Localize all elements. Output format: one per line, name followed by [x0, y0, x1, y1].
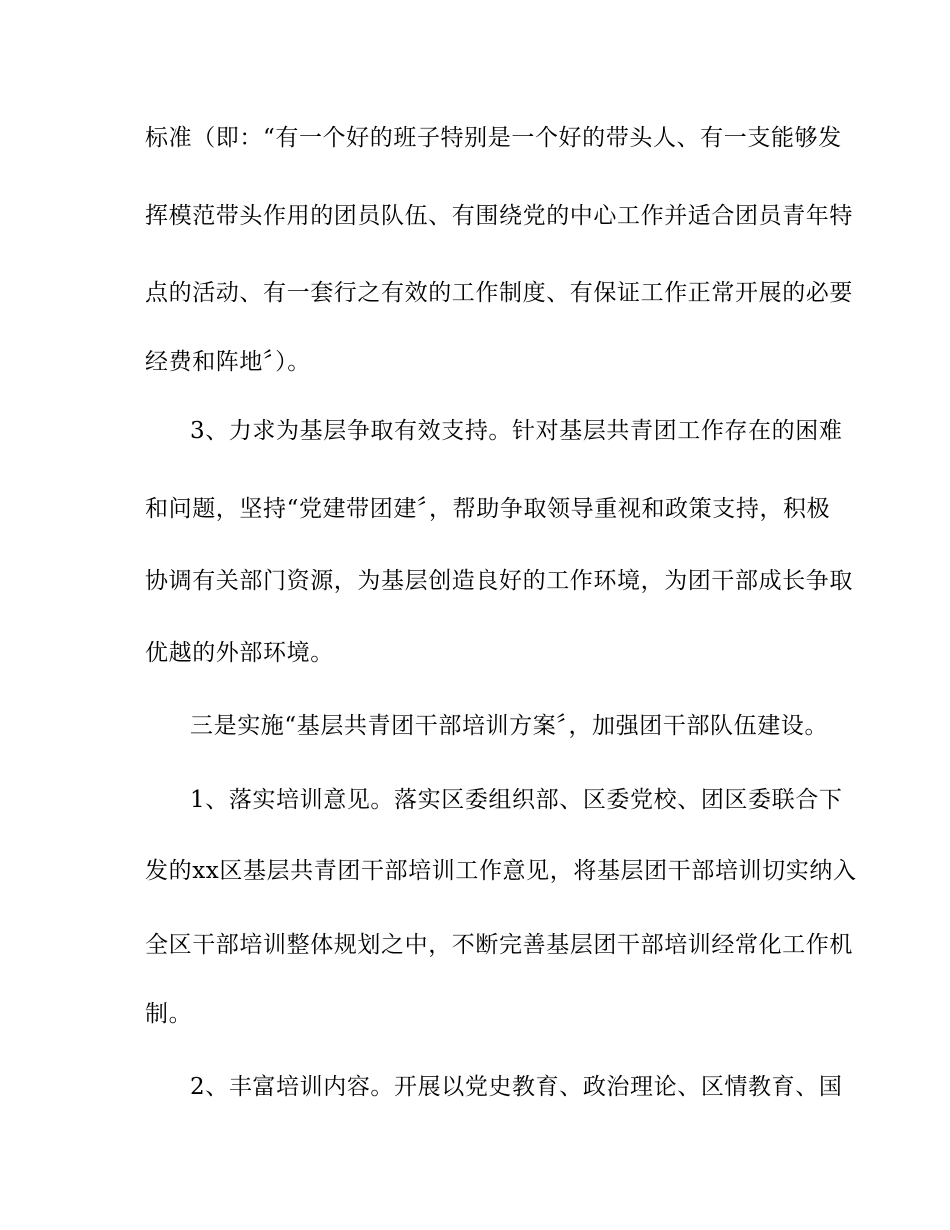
text-line: 经费和阵地〞）。 [145, 349, 311, 375]
text-line: 发的xx区基层共青团干部培训工作意见，将基层团干部培训切实纳入 [145, 858, 857, 884]
text-line: 点的活动、有一套行之有效的工作制度、有保证工作正常开展的必要 [145, 280, 853, 306]
paragraph-start-line: 1、落实培训意见。落实区委组织部、区委党校、团区委联合下 [190, 787, 843, 813]
section-heading-line: 三是实施“基层共青团干部培训方案〞，加强团干部队伍建设。 [190, 713, 829, 739]
text-line: 和问题，坚持“党建带团建〞，帮助争取领导重视和政策支持，积极 [145, 496, 831, 522]
text-line: 协调有关部门资源，为基层创造良好的工作环境，为团干部成长争取 [145, 568, 853, 594]
text-line: 全区干部培训整体规划之中，不断完善基层团干部培训经常化工作机 [145, 932, 853, 958]
text-line: 标准（即：“有一个好的班子特别是一个好的带头人、有一支能够发 [145, 125, 842, 151]
paragraph-start-line: 3、力求为基层争取有效支持。针对基层共青团工作存在的困难 [190, 418, 843, 444]
paragraph-start-line: 2、丰富培训内容。开展以党史教育、政治理论、区情教育、国 [190, 1074, 843, 1100]
text-line: 制。 [145, 1001, 193, 1027]
text-line: 挥模范带头作用的团员队伍、有围绕党的中心工作并适合团员青年特 [145, 203, 853, 229]
text-line: 优越的外部环境。 [145, 640, 334, 666]
